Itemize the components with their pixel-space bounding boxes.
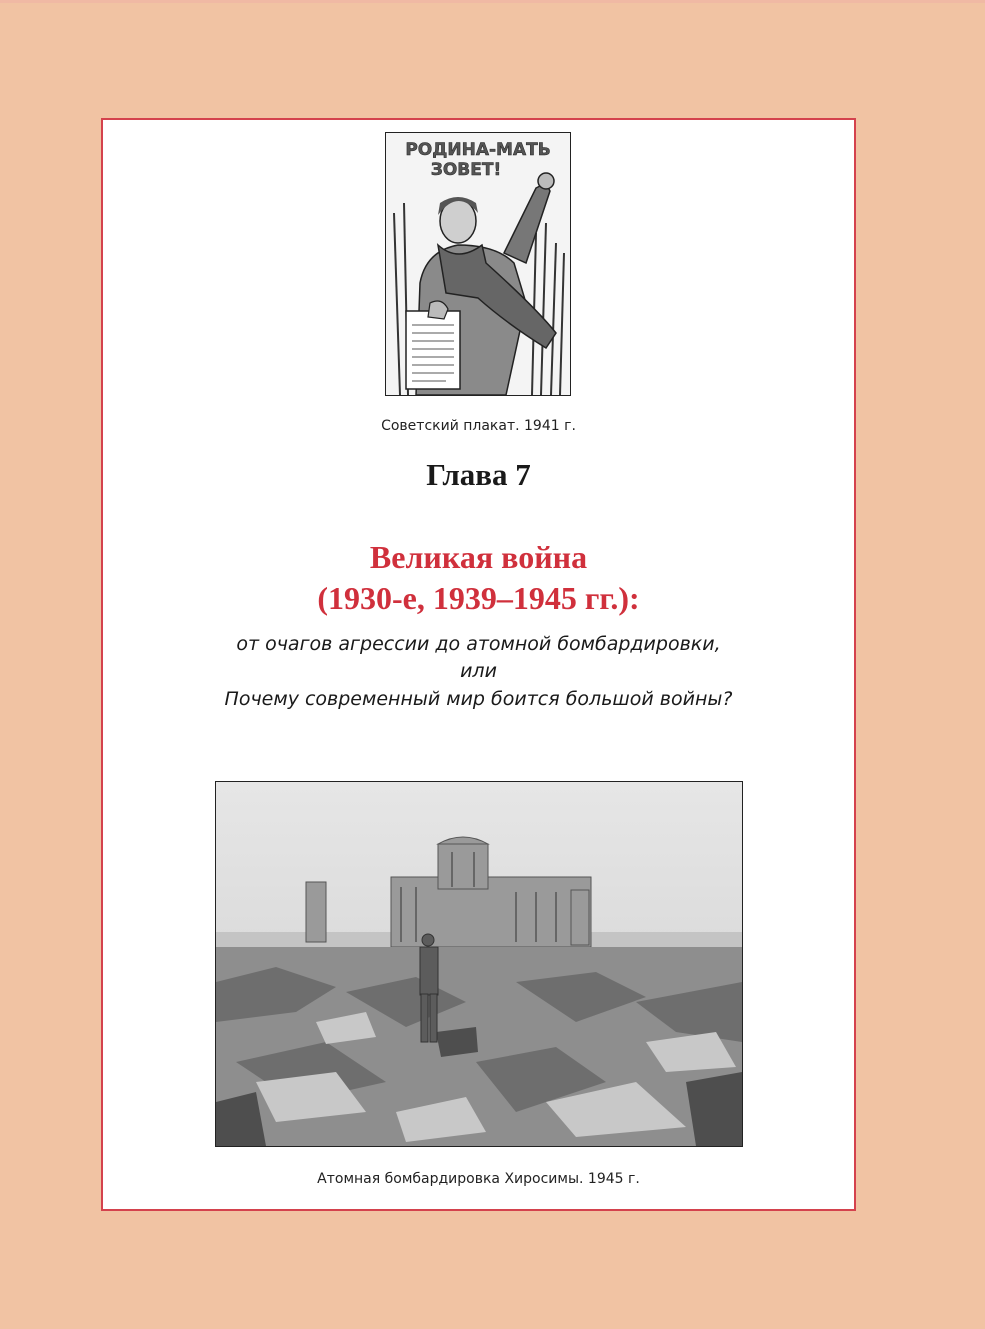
subtitle-line1: от очагов агрессии до атомной бомбардировки, bbox=[236, 633, 721, 655]
poster-caption: Советский плакат. 1941 г. bbox=[381, 418, 576, 434]
subtitle-line3: Почему современный мир боится большой войны? bbox=[224, 688, 733, 710]
subtitle-line2: или bbox=[460, 660, 497, 682]
hiroshima-photo bbox=[215, 781, 743, 1147]
chapter-frame bbox=[101, 118, 856, 1211]
soviet-poster-image bbox=[385, 132, 571, 396]
chapter-title-line2: (1930-е, 1939–1945 гг.): bbox=[317, 580, 640, 616]
chapter-number: Глава 7 bbox=[426, 457, 531, 492]
poster-heading-line1: РОДИНА-МАТЬ bbox=[405, 140, 551, 160]
poster-heading-line2: ЗОВЕТ! bbox=[430, 160, 502, 180]
top-strip bbox=[0, 0, 985, 3]
chapter-title-line1: Великая война bbox=[369, 539, 588, 575]
photo-caption: Атомная бомбардировка Хиросимы. 1945 г. bbox=[317, 1171, 640, 1187]
